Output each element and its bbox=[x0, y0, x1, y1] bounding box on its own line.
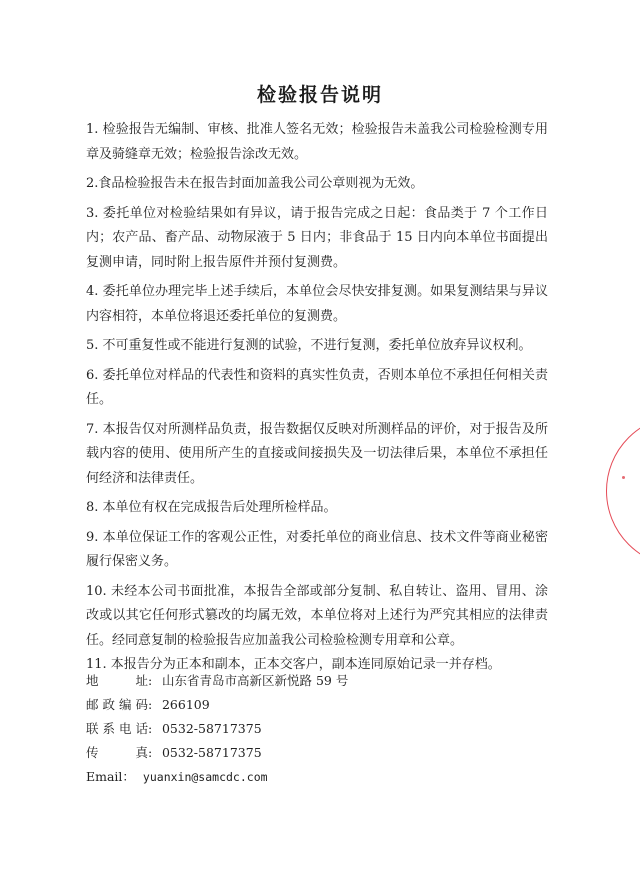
clause-7: 7. 本报告仅对所测样品负责，报告数据仅反映对所测样品的评价，对于报告及所载内容的使用、使用所产生的直接或间接损失及一切法律后果，本单位不承担任何经济和法律责任。 bbox=[86, 421, 548, 486]
seal-stamp-edge bbox=[606, 415, 640, 567]
clause-9: 9. 本单位保证工作的客观公正性，对委托单位的商业信息、技术文件等商业秘密履行保密义务。 bbox=[86, 529, 548, 569]
page-title: 检验报告说明 bbox=[256, 84, 383, 106]
clause-11: 11. 本报告分为正本和副本，正本交客户，副本连同原始记录一并存档。 bbox=[86, 657, 501, 672]
fax-value: 0532-58717375 bbox=[161, 745, 262, 760]
clause-3: 3. 委托单位对检验结果如有异议，请于报告完成之日起：食品类于 7 个工作日内；农产品、畜产品、动物尿液于 5 日内；非食品于 15 日内向本单位书面提出复测申请，同时附上报告原件并预付复测费。 bbox=[86, 205, 548, 270]
phone-colon: : bbox=[148, 721, 153, 736]
clause-4: 4. 委托单位办理完毕上述手续后，本单位会尽快安排复测。如果复测结果与异议内容相符，本单位将退还委托单位的复测费。 bbox=[86, 284, 548, 324]
email-value: yuanxin@samcdc.com bbox=[142, 770, 268, 784]
clause-10: 10. 未经本公司书面批准，本报告全部或部分复制、私自转让、盗用、冒用、涂改或以其它任何形式篡改的均属无效，本单位将对上述行为严究其相应的法律责任。经同意复制的检验报告应加盖我公司检验检测专用章和公章。 bbox=[86, 583, 548, 648]
phone-row bbox=[86, 720, 556, 738]
clause-1: 1. 检验报告无编制、审核、批准人签名无效；检验报告未盖我公司检验检测专用章及骑缝章无效；检验报告涂改无效。 bbox=[86, 122, 548, 162]
email-row bbox=[86, 768, 556, 786]
address-label: 地址 bbox=[86, 673, 148, 688]
fax-label: 传真 bbox=[86, 745, 148, 760]
address-colon: : bbox=[148, 673, 153, 688]
postcode-colon: : bbox=[148, 697, 153, 712]
phone-label: 联系电话 bbox=[86, 721, 148, 736]
address-value: 山东省青岛市高新区新悦路 59 号 bbox=[161, 673, 349, 688]
address-row bbox=[86, 672, 556, 690]
postcode-row bbox=[86, 696, 556, 714]
phone-value: 0532-58717375 bbox=[161, 721, 262, 736]
clause-list bbox=[86, 118, 548, 678]
clause-2: 2.食品检验报告未在报告封面加盖我公司公章则视为无效。 bbox=[86, 176, 424, 191]
clause-5: 5. 不可重复性或不能进行复测的试验，不进行复测，委托单位放弃异议权利。 bbox=[86, 338, 532, 353]
fax-row bbox=[86, 744, 556, 762]
email-label: Email： bbox=[86, 769, 135, 784]
clause-8: 8. 本单位有权在完成报告后处理所检样品。 bbox=[86, 500, 337, 515]
contact-block bbox=[86, 672, 556, 792]
postcode-label: 邮政编码 bbox=[86, 697, 148, 712]
fax-colon: : bbox=[148, 745, 153, 760]
postcode-value: 266109 bbox=[161, 697, 210, 712]
seal-stamp-mark bbox=[622, 476, 625, 479]
clause-6: 6. 委托单位对样品的代表性和资料的真实性负责，否则本单位不承担任何相关责任。 bbox=[86, 367, 548, 407]
